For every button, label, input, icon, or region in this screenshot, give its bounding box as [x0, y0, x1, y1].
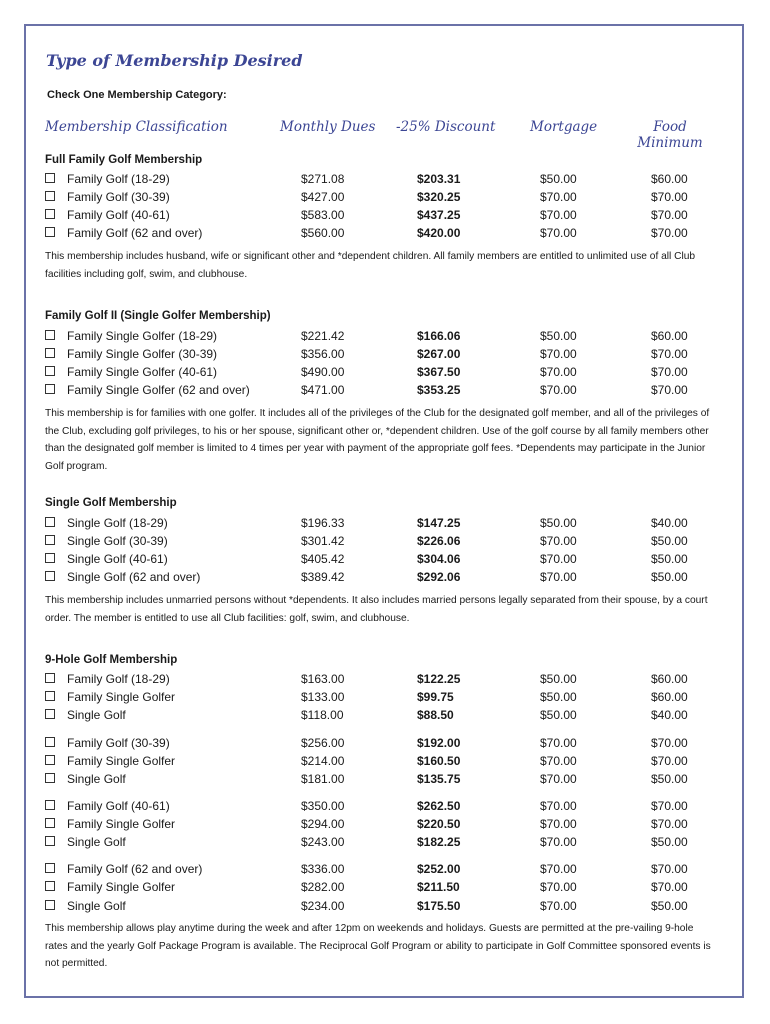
membership-checkbox[interactable]: [45, 836, 55, 846]
membership-checkbox[interactable]: [45, 209, 55, 219]
row-name: Family Single Golfer: [67, 817, 176, 831]
membership-row: [0, 798, 770, 816]
row-monthly-dues: $389.42: [301, 570, 345, 584]
row-food-minimum: $70.00: [651, 817, 688, 831]
row-mortgage: $70.00: [540, 899, 577, 913]
row-discount: $147.25: [417, 516, 461, 530]
row-monthly-dues: $133.00: [301, 690, 345, 704]
row-food-minimum: $70.00: [651, 347, 688, 361]
membership-checkbox[interactable]: [45, 227, 55, 237]
section-title-9-hole-golf: 9-Hole Golf Membership: [45, 654, 178, 666]
row-name: Family Golf (62 and over): [67, 226, 203, 240]
row-food-minimum: $60.00: [651, 172, 688, 186]
row-mortgage: $50.00: [540, 708, 577, 722]
membership-row: [0, 879, 770, 897]
membership-checkbox[interactable]: [45, 800, 55, 810]
row-mortgage: $50.00: [540, 172, 577, 186]
row-mortgage: $50.00: [540, 516, 577, 530]
row-food-minimum: $70.00: [651, 862, 688, 876]
row-food-minimum: $50.00: [651, 570, 688, 584]
row-discount: $99.75: [417, 690, 454, 704]
row-name: Single Golf: [67, 899, 126, 913]
row-monthly-dues: $118.00: [301, 708, 344, 722]
header-discount: -25% Discount: [396, 119, 496, 135]
row-monthly-dues: $490.00: [301, 365, 345, 379]
row-food-minimum: $70.00: [651, 365, 688, 379]
row-monthly-dues: $583.00: [301, 208, 345, 222]
header-membership-classification: Membership Classification: [45, 119, 228, 135]
row-mortgage: $70.00: [540, 799, 577, 813]
section-title-family-golf-ii: Family Golf II (Single Golfer Membership): [45, 310, 271, 322]
membership-row: [0, 735, 770, 753]
row-discount: $367.50: [417, 365, 461, 379]
row-mortgage: $50.00: [540, 672, 577, 686]
row-food-minimum: $60.00: [651, 329, 688, 343]
row-name: Family Golf (40-61): [67, 208, 170, 222]
row-name: Single Golf: [67, 708, 126, 722]
row-name: Family Single Golfer: [67, 880, 176, 894]
row-discount: $320.25: [417, 190, 461, 204]
row-mortgage: $70.00: [540, 190, 577, 204]
membership-checkbox[interactable]: [45, 517, 55, 527]
membership-row: [0, 707, 770, 725]
membership-row: [0, 861, 770, 879]
row-name: Single Golf (62 and over): [67, 570, 201, 584]
row-name: Single Golf (40-61): [67, 552, 168, 566]
row-monthly-dues: $405.42: [301, 552, 345, 566]
membership-checkbox[interactable]: [45, 773, 55, 783]
membership-row: [0, 551, 770, 569]
row-discount: $220.50: [417, 817, 461, 831]
row-monthly-dues: $560.00: [301, 226, 345, 240]
row-food-minimum: $50.00: [651, 899, 688, 913]
membership-checkbox[interactable]: [45, 900, 55, 910]
row-monthly-dues: $350.00: [301, 799, 345, 813]
membership-checkbox[interactable]: [45, 571, 55, 581]
membership-checkbox[interactable]: [45, 691, 55, 701]
row-name: Single Golf: [67, 772, 126, 786]
row-name: Family Golf (40-61): [67, 799, 170, 813]
row-monthly-dues: $471.00: [301, 383, 345, 397]
row-food-minimum: $70.00: [651, 880, 688, 894]
row-monthly-dues: $243.00: [301, 835, 345, 849]
membership-row: [0, 225, 770, 243]
membership-row: [0, 816, 770, 834]
row-food-minimum: $50.00: [651, 835, 688, 849]
membership-row: [0, 346, 770, 364]
row-mortgage: $50.00: [540, 329, 577, 343]
row-name: Family Golf (30-39): [67, 190, 170, 204]
row-discount: $211.50: [417, 880, 460, 894]
row-name: Single Golf (18-29): [67, 516, 168, 530]
row-monthly-dues: $181.00: [301, 772, 345, 786]
header-monthly-dues: Monthly Dues: [280, 119, 376, 135]
instruction-text: Check One Membership Category:: [47, 89, 227, 101]
row-discount: $192.00: [417, 736, 461, 750]
section-description: This membership includes husband, wife or significant other and *dependent children. All family members are entitled to unlimited use of all Club facilities including golf, swim, and clubhouse.: [45, 251, 696, 280]
row-discount: $267.00: [417, 347, 461, 361]
row-food-minimum: $50.00: [651, 772, 688, 786]
page-title: Type of Membership Desired: [46, 51, 303, 70]
row-mortgage: $70.00: [540, 226, 577, 240]
header-food-minimum: Food Minimum: [637, 119, 703, 151]
row-discount: $252.00: [417, 862, 461, 876]
section-description: This membership is for families with one golfer. It includes all of the privileges of the Club for the designated golf member, and all of the privileges of the Club, excluding golf privileges, to his or her spouse, significant other or, *dependent children. Use of the golf course by all family members other than the designated golf member is limited to 4 times per year with payment of the appropriate golf fees. *Dependents may participate in the Junior Golf program.: [45, 408, 710, 472]
row-monthly-dues: $271.08: [301, 172, 345, 186]
row-food-minimum: $70.00: [651, 208, 688, 222]
membership-checkbox[interactable]: [45, 673, 55, 683]
membership-row: [0, 689, 770, 707]
row-name: Family Golf (30-39): [67, 736, 170, 750]
membership-checkbox[interactable]: [45, 755, 55, 765]
row-food-minimum: $50.00: [651, 534, 688, 548]
membership-row: [0, 382, 770, 400]
row-food-minimum: $70.00: [651, 736, 688, 750]
row-name: Family Single Golfer (18-29): [67, 329, 218, 343]
membership-row: [0, 834, 770, 852]
membership-checkbox[interactable]: [45, 348, 55, 358]
row-monthly-dues: $294.00: [301, 817, 345, 831]
row-discount: $160.50: [417, 754, 461, 768]
membership-row: [0, 533, 770, 551]
row-mortgage: $70.00: [540, 772, 577, 786]
row-mortgage: $50.00: [540, 690, 577, 704]
membership-checkbox[interactable]: [45, 863, 55, 873]
membership-row: [0, 171, 770, 189]
row-monthly-dues: $163.00: [301, 672, 345, 686]
row-discount: $122.25: [417, 672, 461, 686]
row-monthly-dues: $301.42: [301, 534, 345, 548]
row-food-minimum: $70.00: [651, 226, 688, 240]
row-mortgage: $70.00: [540, 736, 577, 750]
row-discount: $437.25: [417, 208, 461, 222]
membership-row: [0, 898, 770, 916]
row-mortgage: $70.00: [540, 383, 577, 397]
row-discount: $304.06: [417, 552, 461, 566]
row-mortgage: $70.00: [540, 880, 577, 894]
row-discount: $135.75: [417, 772, 461, 786]
row-monthly-dues: $282.00: [301, 880, 345, 894]
membership-row: [0, 515, 770, 533]
section-description: This membership allows play anytime during the week and after 12pm on weekends and holidays. Guests are permitted at the pre-vailing 9-hole rates and the yearly Golf Package Program is available. The Reciprocal Golf Program or ability to participate in Golf Committee sponsored events is not permitted.: [45, 923, 711, 969]
membership-row: [0, 189, 770, 207]
row-discount: $88.50: [417, 708, 454, 722]
membership-checkbox[interactable]: [45, 330, 55, 340]
row-discount: $175.50: [417, 899, 461, 913]
row-name: Family Golf (18-29): [67, 172, 170, 186]
row-mortgage: $70.00: [540, 835, 577, 849]
membership-checkbox[interactable]: [45, 173, 55, 183]
row-name: Single Golf (30-39): [67, 534, 168, 548]
row-mortgage: $70.00: [540, 817, 577, 831]
membership-row: [0, 671, 770, 689]
membership-checkbox[interactable]: [45, 553, 55, 563]
row-discount: $353.25: [417, 383, 461, 397]
membership-row: [0, 569, 770, 587]
row-discount: $203.31: [417, 172, 461, 186]
row-name: Family Single Golfer: [67, 690, 176, 704]
row-mortgage: $70.00: [540, 365, 577, 379]
row-mortgage: $70.00: [540, 208, 577, 222]
row-monthly-dues: $256.00: [301, 736, 345, 750]
membership-row: [0, 207, 770, 225]
row-discount: $182.25: [417, 835, 461, 849]
row-mortgage: $70.00: [540, 570, 577, 584]
row-food-minimum: $40.00: [651, 708, 688, 722]
row-mortgage: $70.00: [540, 552, 577, 566]
membership-checkbox[interactable]: [45, 709, 55, 719]
row-monthly-dues: $221.42: [301, 329, 345, 343]
row-mortgage: $70.00: [540, 347, 577, 361]
row-discount: $292.06: [417, 570, 461, 584]
row-monthly-dues: $356.00: [301, 347, 345, 361]
row-discount: $166.06: [417, 329, 461, 343]
row-monthly-dues: $196.33: [301, 516, 345, 530]
membership-row: [0, 364, 770, 382]
row-food-minimum: $70.00: [651, 190, 688, 204]
membership-checkbox[interactable]: [45, 535, 55, 545]
row-food-minimum: $60.00: [651, 672, 688, 686]
row-food-minimum: $70.00: [651, 383, 688, 397]
row-food-minimum: $60.00: [651, 690, 688, 704]
row-monthly-dues: $427.00: [301, 190, 345, 204]
membership-row: [0, 328, 770, 346]
membership-checkbox[interactable]: [45, 818, 55, 828]
row-name: Family Single Golfer (62 and over): [67, 383, 250, 397]
membership-checkbox[interactable]: [45, 191, 55, 201]
section-title-full-family: Full Family Golf Membership: [45, 154, 203, 166]
row-name: Family Golf (18-29): [67, 672, 170, 686]
row-food-minimum: $70.00: [651, 799, 688, 813]
row-mortgage: $70.00: [540, 754, 577, 768]
membership-row: [0, 753, 770, 771]
row-mortgage: $70.00: [540, 534, 577, 548]
row-mortgage: $70.00: [540, 862, 577, 876]
section-description: This membership includes unmarried persons without *dependents. It also includes married persons legally separated from their spouse, by a court order. The member is entitled to use all Club facilities: golf, swim, and clubhouse.: [45, 595, 708, 624]
membership-checkbox[interactable]: [45, 366, 55, 376]
row-food-minimum: $40.00: [651, 516, 688, 530]
row-name: Family Golf (62 and over): [67, 862, 203, 876]
row-name: Family Single Golfer (40-61): [67, 365, 218, 379]
membership-checkbox[interactable]: [45, 881, 55, 891]
row-monthly-dues: $234.00: [301, 899, 345, 913]
row-monthly-dues: $336.00: [301, 862, 345, 876]
row-food-minimum: $50.00: [651, 552, 688, 566]
membership-row: [0, 771, 770, 789]
header-mortgage: Mortgage: [530, 119, 598, 135]
row-discount: $420.00: [417, 226, 461, 240]
row-discount: $226.06: [417, 534, 461, 548]
membership-checkbox[interactable]: [45, 737, 55, 747]
row-name: Family Single Golfer (30-39): [67, 347, 218, 361]
row-discount: $262.50: [417, 799, 461, 813]
membership-checkbox[interactable]: [45, 384, 55, 394]
row-name: Family Single Golfer: [67, 754, 176, 768]
section-title-single-golf: Single Golf Membership: [45, 497, 177, 509]
row-food-minimum: $70.00: [651, 754, 688, 768]
row-monthly-dues: $214.00: [301, 754, 345, 768]
row-name: Single Golf: [67, 835, 126, 849]
